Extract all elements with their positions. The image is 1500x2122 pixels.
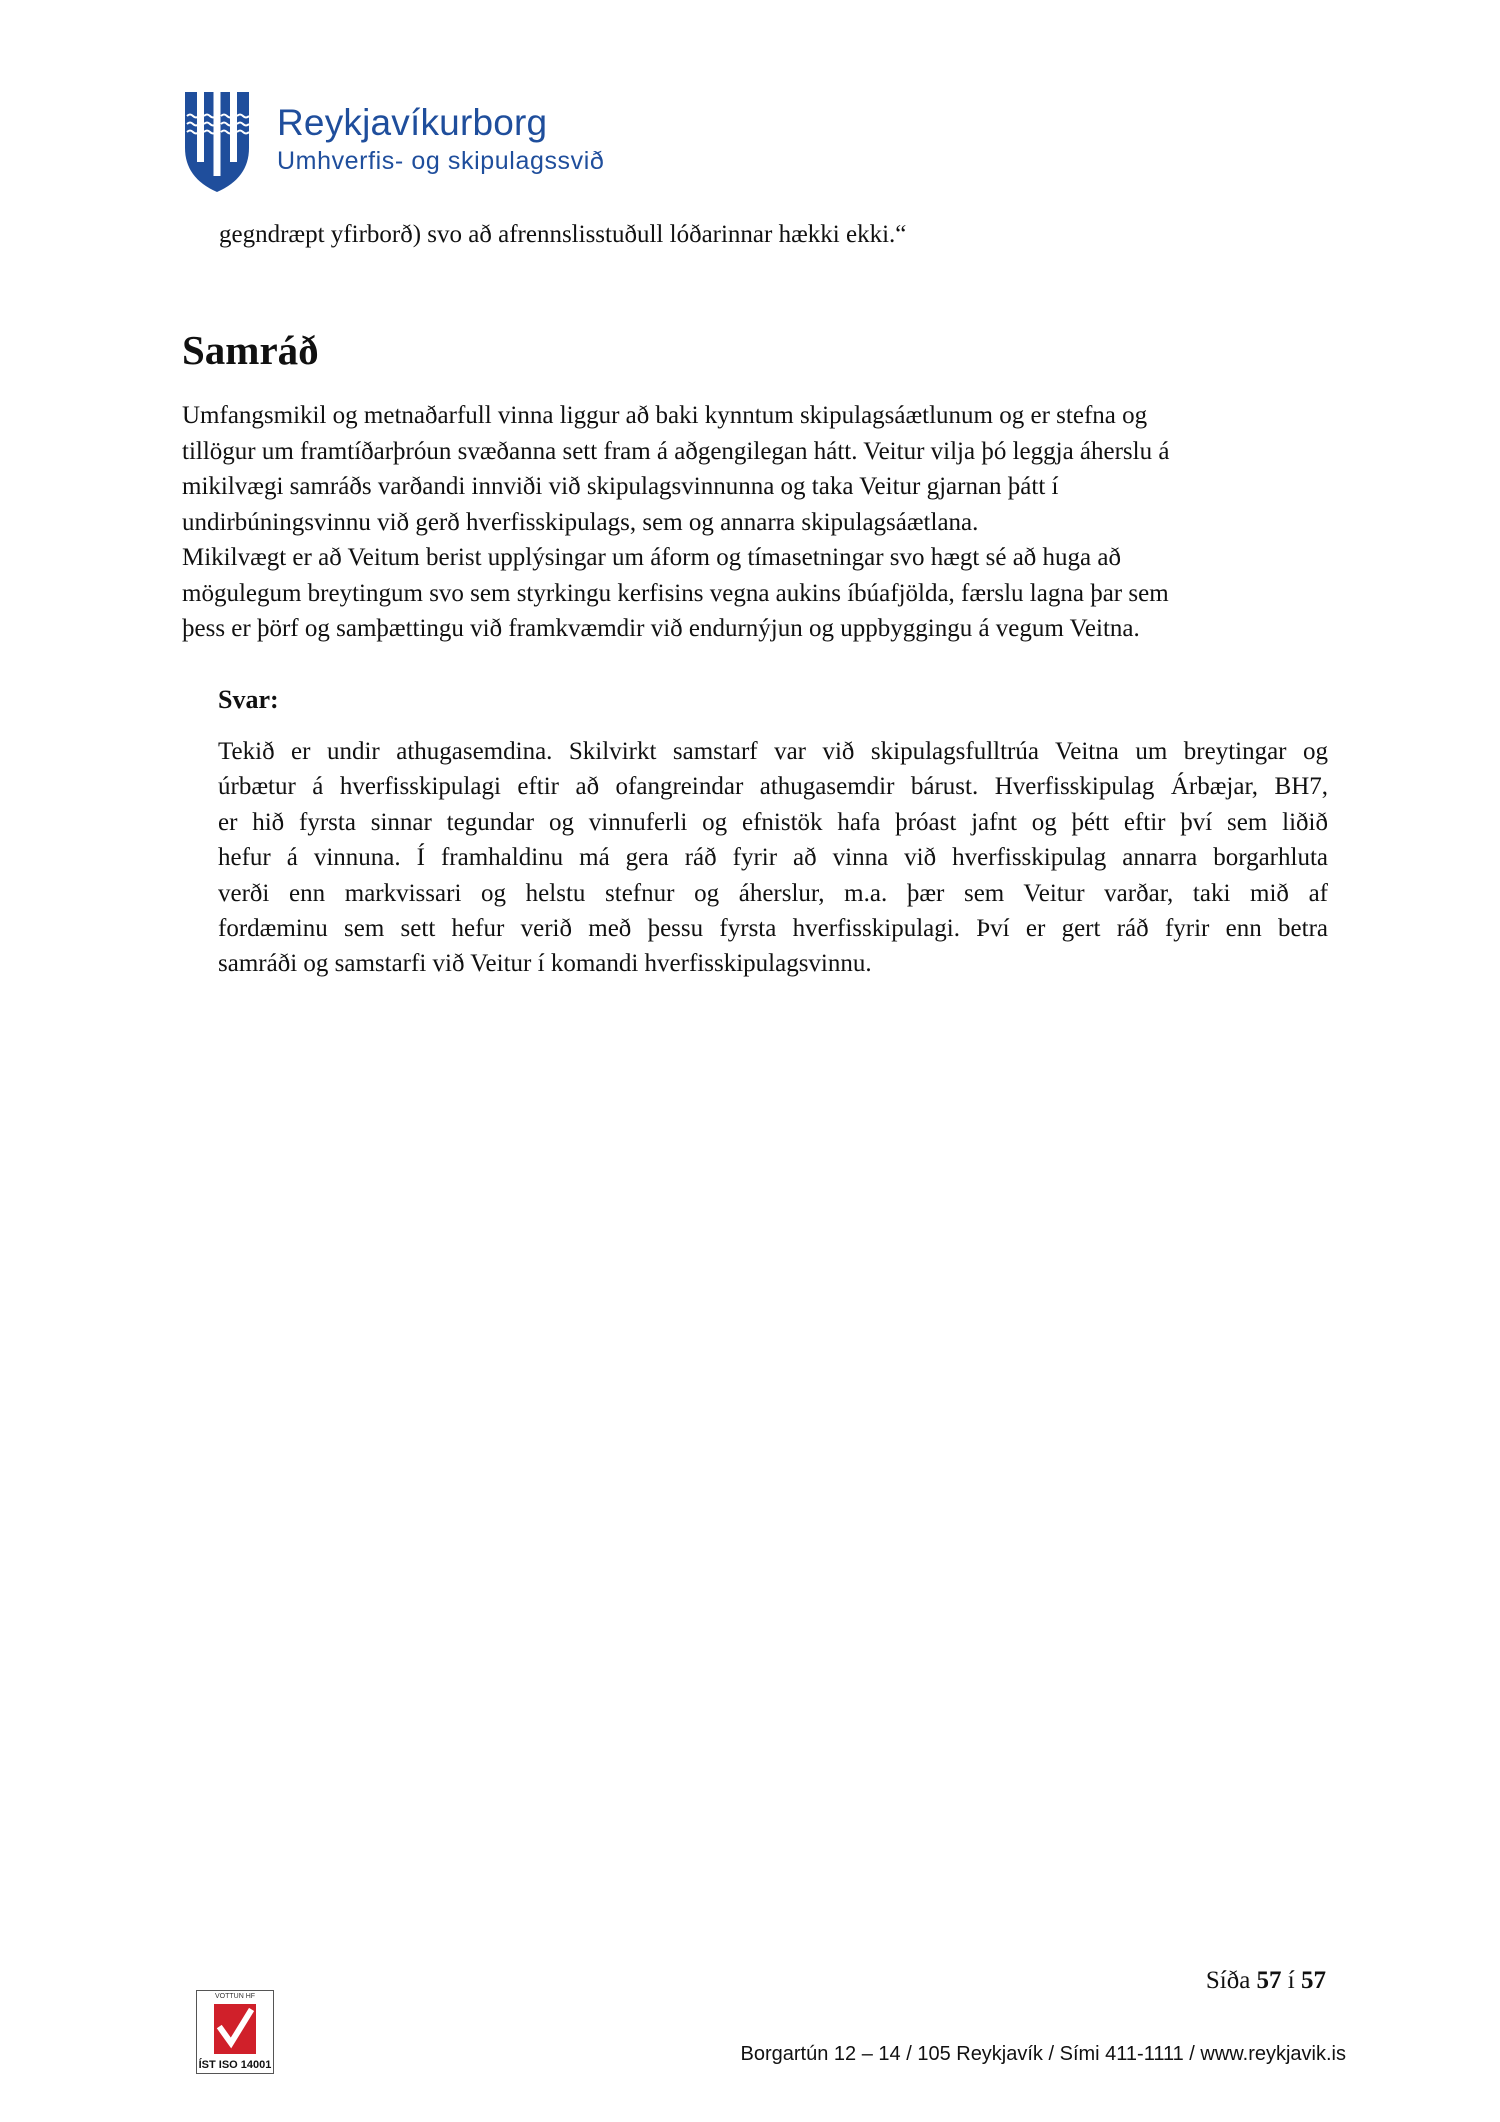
- page-current: 57: [1256, 1967, 1282, 1994]
- answer-line: fordæminu sem sett hefur verið með þessu fyrsta hverfisskipulagi. Því er gert ráð fyrir enn betra: [218, 914, 1328, 942]
- body-line: Umfangsmikil og metnaðarfull vinna liggur að baki kynntum skipulagsáætlunum og er stefna og: [182, 402, 1148, 429]
- page-number: [1150, 1964, 1326, 1998]
- cert-bottom-label: ÍST ISO 14001: [198, 2059, 272, 2071]
- header-logo: [183, 90, 604, 194]
- section-heading: Samráð: [182, 327, 319, 373]
- answer-line: hefur á vinnuna. Í framhaldinu má gera ráð fyrir að vinna við hverfisskipulag annarra borgarhluta: [218, 844, 1328, 872]
- iso-certification-badge: [196, 1990, 274, 2074]
- answer-line: samráði og samstarfi við Veitur í komandi hverfisskipulagsvinnu.: [218, 950, 872, 978]
- logo-subtitle: Umhverfis- og skipulagssvið: [277, 147, 605, 175]
- page-prefix: Síða: [1205, 1967, 1251, 1994]
- answer-line: er hið fyrsta sinnar tegundar og vinnuferli og efnistök hafa þróast jafnt og þétt eftir því sem liðið: [218, 808, 1328, 836]
- cert-top-label: VOTTUN HF: [214, 1993, 256, 2000]
- logo-name: Reykjavíkurborg: [277, 102, 548, 143]
- answer-line: Tekið er undir athugasemdina. Skilvirkt samstarf var við skipulagsfulltrúa Veitna um breytingar og: [218, 738, 1328, 765]
- checkmark-certification-icon: [213, 2003, 257, 2055]
- body-line: undirbúningsvinnu við gerð hverfisskipulags, sem og annarra skipulagsáætlana.: [182, 508, 979, 536]
- answer-line: úrbætur á hverfisskipulagi eftir að ofangreindar athugasemdir bárust. Hverfisskipulag Árbæjar, BH7,: [218, 773, 1328, 801]
- answer-label: Svar:: [218, 685, 279, 714]
- footer-address: Borgartún 12 – 14 / 105 Reykjavík / Sími 411-1111 / www.reykjavik.is: [740, 2043, 1346, 2065]
- body-line: þess er þörf og samþættingu við framkvæmdir við endurnýjun og uppbyggingu á vegum Veitna.: [182, 615, 1140, 642]
- reykjavik-coat-of-arms-icon: [183, 90, 251, 194]
- continuation-line: gegndræpt yfirborð) svo að afrennslisstuðull lóðarinnar hækki ekki.“: [219, 221, 907, 248]
- body-line: mögulegum breytingum svo sem styrkingu kerfisins vegna aukins íbúafjölda, færslu lagna þar sem: [182, 579, 1169, 607]
- logo-text: [277, 102, 604, 176]
- answer-body: [218, 734, 1328, 982]
- section-body: [182, 398, 1322, 647]
- body-line: Mikilvægt er að Veitum berist upplýsingar um áform og tímasetningar svo hægt sé að huga að: [182, 544, 1121, 571]
- body-line: mikilvægi samráðs varðandi innviði við skipulagsvinnunna og taka Veitur gjarnan þátt í: [182, 473, 1059, 500]
- answer-line: verði enn markvissari og helstu stefnur og áherslur, m.a. þær sem Veitur varðar, taki mið af: [218, 879, 1328, 907]
- page-separator: í: [1287, 1967, 1295, 1994]
- page-total: 57: [1301, 1967, 1326, 1994]
- body-line: tillögur um framtíðarþróun svæðanna sett fram á aðgengilegan hátt. Veitur vilja þó leggja áherslu á: [182, 437, 1170, 465]
